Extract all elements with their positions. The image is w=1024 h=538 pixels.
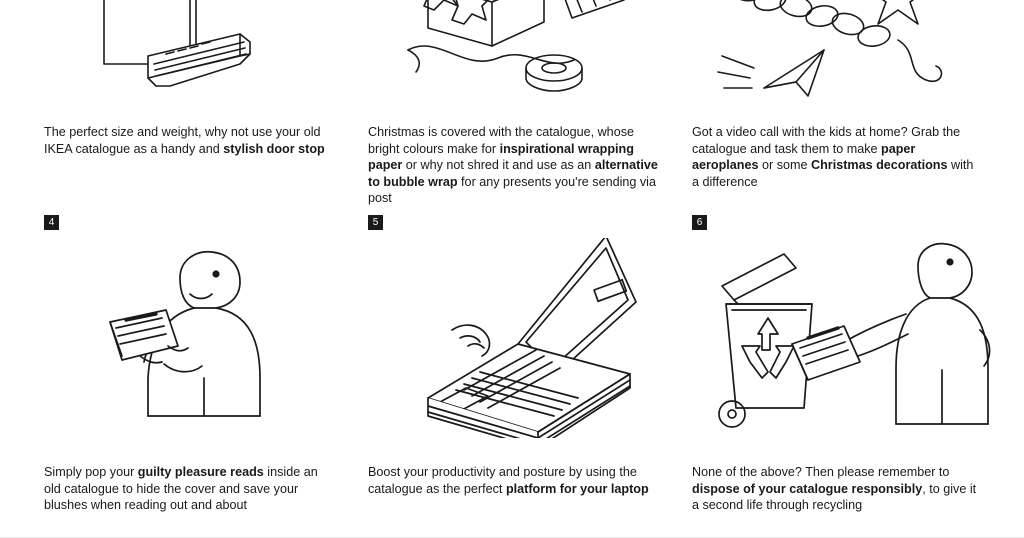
tip-number-5: 5 — [368, 215, 383, 230]
tip-caption-6: None of the above? Then please remember to dispose of your catalogue responsibly, to give it a second life through recycling — [692, 464, 977, 513]
row-spacer — [44, 207, 364, 215]
tip-caption-3: Got a video call with the kids at home? Grab the catalogue and task them to make paper aeroplanes or some Christmas decorations with a difference — [692, 125, 974, 189]
tip-caption-5: Boost your productivity and posture by using the catalogue as the perfect platform for your laptop — [368, 464, 649, 496]
tip-card-1 — [44, 0, 364, 207]
tip-card-3 — [692, 0, 1012, 207]
laptop-stand-illustration — [368, 238, 688, 456]
person-reading-illustration — [44, 238, 364, 456]
tip-number-6: 6 — [692, 215, 707, 230]
door-stop-illustration — [44, 0, 364, 116]
tip-card-2 — [368, 0, 688, 207]
row-spacer — [368, 207, 688, 215]
tip-caption-4: Simply pop your guilty pleasure reads inside an old catalogue to hide the cover and save your blushes when reading out and about — [44, 464, 318, 513]
row-spacer — [692, 207, 1012, 215]
tips-grid — [44, 0, 984, 514]
tip-number-4: 4 — [44, 215, 59, 230]
tip-card-6 — [692, 215, 1012, 514]
recycling-bin-illustration — [692, 238, 1012, 456]
tip-caption-2: Christmas is covered with the catalogue, whose bright colours make for inspirational wrapping paper or why not shred it and use as an alternative to bubble wrap for any presents you're sending via post — [368, 125, 658, 206]
tip-caption-1: The perfect size and weight, why not use your old IKEA catalogue as a handy and stylish door stop — [44, 125, 325, 156]
tip-card-4 — [44, 215, 364, 514]
paper-aeroplane-illustration — [692, 0, 1012, 116]
wrapping-paper-illustration — [368, 0, 688, 116]
tip-card-5 — [368, 215, 688, 514]
